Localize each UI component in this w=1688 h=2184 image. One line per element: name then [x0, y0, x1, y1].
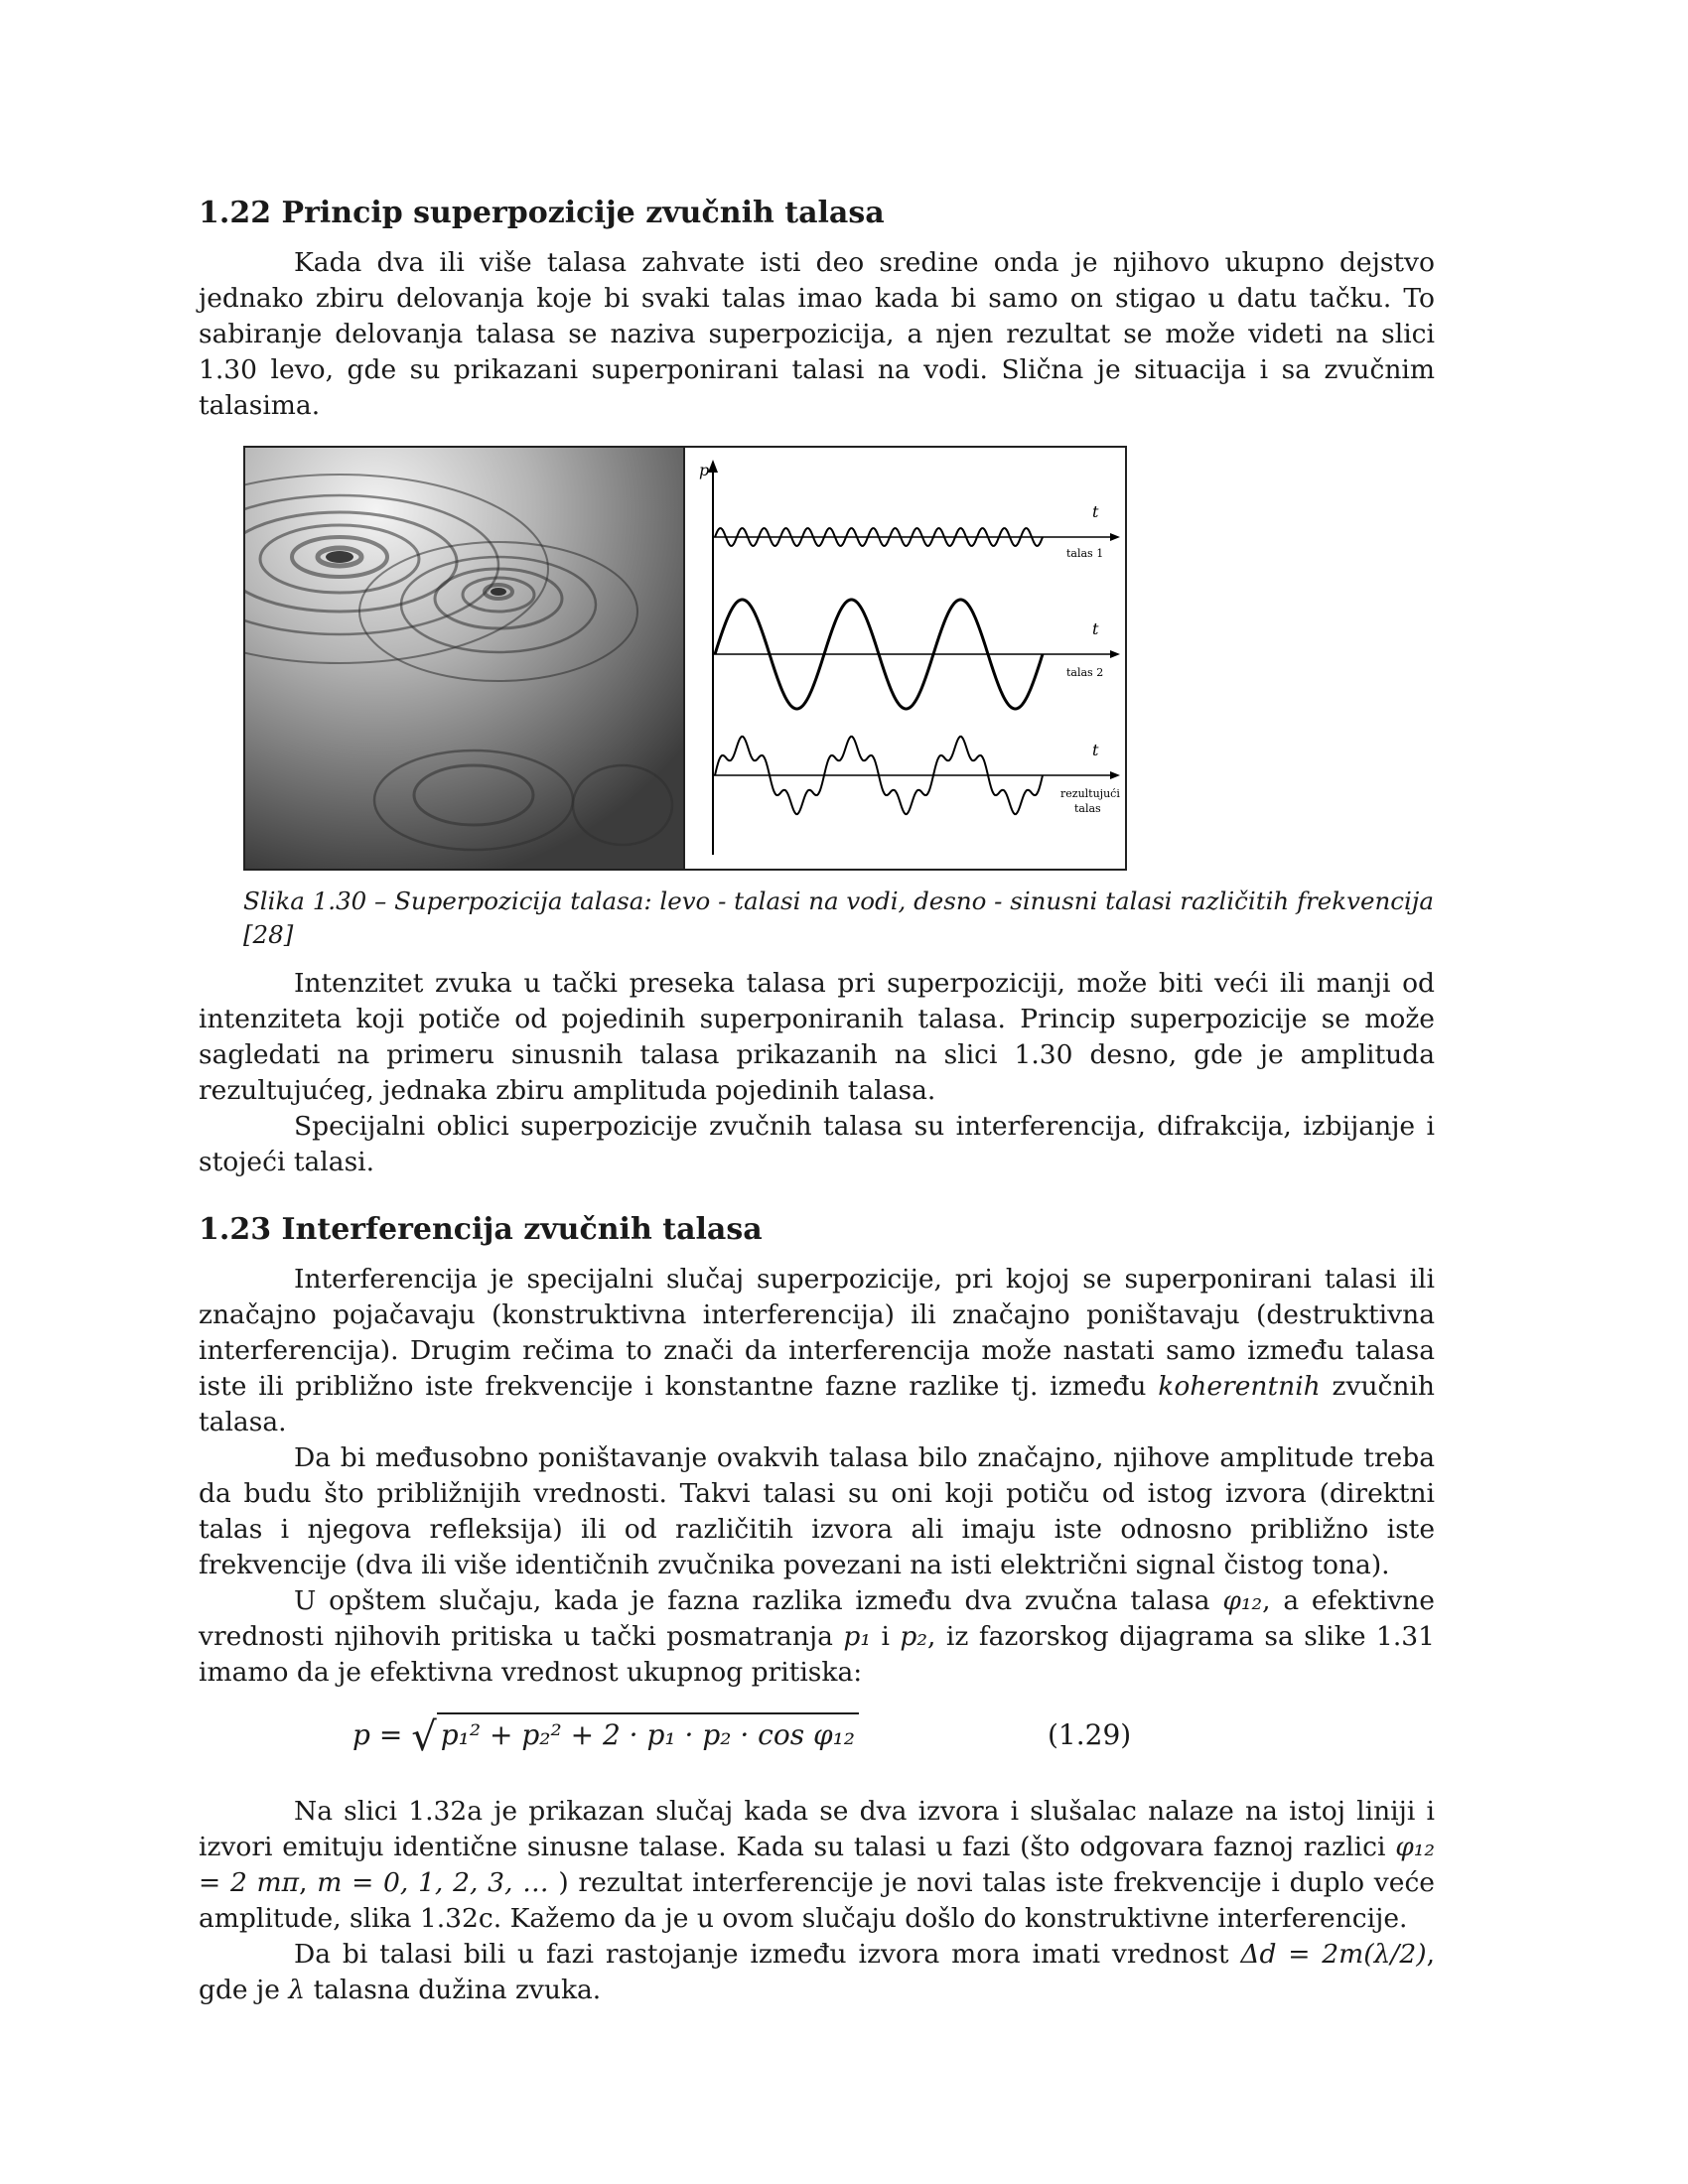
paragraph-distance: [199, 1937, 1435, 2008]
sine-waves-diagram: [683, 446, 1127, 871]
text-segment: Interferencija je specijalni slučaj superpozicije, pri kojoj se superponirani talasi ili značajno pojačavaju (konstruktivna interferencija) ili značajno poništavaju (destruktivna interferencija). Drugim rečima to znači da interferencija može nastati samo između talasa iste ili približno iste frekvencije i konstantne fazne razlike tj. između: [199, 1264, 1435, 1402]
label-talas-result: talas: [1074, 802, 1101, 815]
equation-lhs: p =: [352, 1718, 412, 1751]
paragraph-superposition-intro: Kada dva ili više talasa zahvate isti deo sredine onda je njihovo ukupno dejstvo jednako zbiru delovanja koje bi svaki talas imao kada bi samo on stigao u datu tačku. To sabiranje delovanja talasa se naziva superpozicija, a njen rezultat se može videti na slici 1.30 levo, gde su prikazani superponirani talasi na vodi. Slična je situacija i sa zvučnim talasima.: [199, 247, 1435, 421]
text-segment: zvučnih talasa.: [199, 1371, 1436, 1437]
text-segment: talasna dužina zvuka.: [305, 1975, 602, 2005]
page-content: [199, 194, 1435, 2008]
section-heading-1-23: 1.23 Interferencija zvučnih talasa: [199, 1212, 763, 1247]
math-p2: p₂: [900, 1621, 928, 1652]
text-segment: , gde je: [199, 1939, 1435, 2005]
text-segment: Na slici 1.32a je prikazan slučaj kada se dva izvora i slušalac nalaze na istoj liniji i izvori emituju identične sinusne talase. Kada su talasi u fazi (što odgovara faznoj razlici: [199, 1796, 1435, 1862]
water-ripples-photo: [243, 446, 685, 871]
text-segment: ) rezultat interferencije je novi talas iste frekvencije i duplo veće amplitude, slika 1.32c. Kažemo da je u ovom slučaju došlo do konstruktivne interferencije.: [199, 1867, 1435, 1934]
math-delta-d: Δd = 2m(λ/2): [1240, 1939, 1427, 1970]
sine-waves-svg: [685, 448, 1125, 869]
water-ripples-illustration: [245, 448, 683, 869]
t-axis-wave2-arrow: [1110, 650, 1120, 658]
text-segment: Da bi talasi bili u fazi rastojanje između izvora mora imati vrednost: [294, 1939, 1241, 1970]
figure-caption: Slika 1.30 – Superpozicija talasa: levo - talasi na vodi, desno - sinusni talasi različitih frekvencija [28]: [243, 887, 1434, 949]
axis-label-t1: t: [1092, 502, 1099, 521]
axis-label-t2: t: [1092, 619, 1099, 638]
math-phi12: φ₁₂: [1222, 1585, 1263, 1616]
math-p1: p₁: [843, 1621, 871, 1652]
equation-body: [352, 1714, 859, 1760]
t-axis-wave1-arrow: [1110, 533, 1120, 541]
label-talas-2: talas 2: [1066, 666, 1104, 679]
label-rezultujuci: rezultujući: [1060, 787, 1120, 800]
text-segment: , a efektivne vrednosti njihovih pritiska u tački posmatranja: [199, 1585, 1435, 1652]
paragraph-special-forms: Specijalni oblici superpozicije zvučnih talasa su interferencija, difrakcija, izbijanje i stojeći talasi.: [199, 1111, 1435, 1177]
figure-1-30: [243, 446, 1127, 871]
equation-1-29: [199, 1705, 1435, 1784]
t-axis-result-arrow: [1110, 771, 1120, 779]
text-segment: U opštem slučaju, kada je fazna razlika između dva zvučna talasa: [294, 1585, 1223, 1616]
text-segment: ,: [299, 1867, 318, 1898]
equation-number: (1.29): [1048, 1718, 1132, 1751]
label-talas-1: talas 1: [1066, 547, 1104, 560]
axis-label-t3: t: [1092, 741, 1099, 759]
paragraph-amplitudes: Da bi međusobno poništavanje ovakvih talasa bilo značajno, njihove amplitude treba da budu što približnijih vrednosti. Takvi talasi su oni koji potiču od istog izvora (direktni talas i njegova refleksija) ili od različitih izvora ali imaju iste odnosno približno iste frekvencije (dva ili više identičnih zvučnika povezani na isti električni signal čistog tona).: [199, 1442, 1435, 1580]
text-segment: , iz fazorskog dijagrama sa slike 1.31 imamo da je efektivna vrednost ukupnog pritiska:: [199, 1621, 1435, 1688]
math-lambda: λ: [288, 1975, 306, 2005]
section-heading-1-22: 1.22 Princip superpozicije zvučnih talasa: [199, 196, 885, 230]
section-1-23: [199, 1210, 1435, 2008]
italic-term-coherent: koherentnih: [1158, 1371, 1321, 1402]
math-m-values: m = 0, 1, 2, 3, …: [317, 1867, 559, 1898]
math-phase-condition: φ₁₂ = 2 mπ: [199, 1832, 1435, 1898]
axis-label-p: p: [699, 461, 710, 479]
equation-rhs: p₁² + p₂² + 2 · p₁ · p₂ · cos φ₁₂: [437, 1712, 859, 1751]
text-segment: i: [870, 1621, 901, 1652]
sqrt-symbol: √: [411, 1714, 437, 1760]
p-axis-arrow: [708, 460, 718, 473]
paragraph-intensity: Intenzitet zvuka u tački preseka talasa pri superpoziciji, može biti veći ili manji od intenziteta koji potiče od pojedinih superponiranih talasa. Princip superpozicije se može sagledati na primeru sinusnih talasa prikazanih na slici 1.30 desno, gde je amplituda rezultujućeg, jednaka zbiru amplituda pojedinih talasa.: [199, 968, 1435, 1106]
paragraph-constructive: [199, 1794, 1435, 1937]
paragraph-interference-definition: [199, 1262, 1435, 1440]
paragraph-general-case: [199, 1583, 1435, 1691]
